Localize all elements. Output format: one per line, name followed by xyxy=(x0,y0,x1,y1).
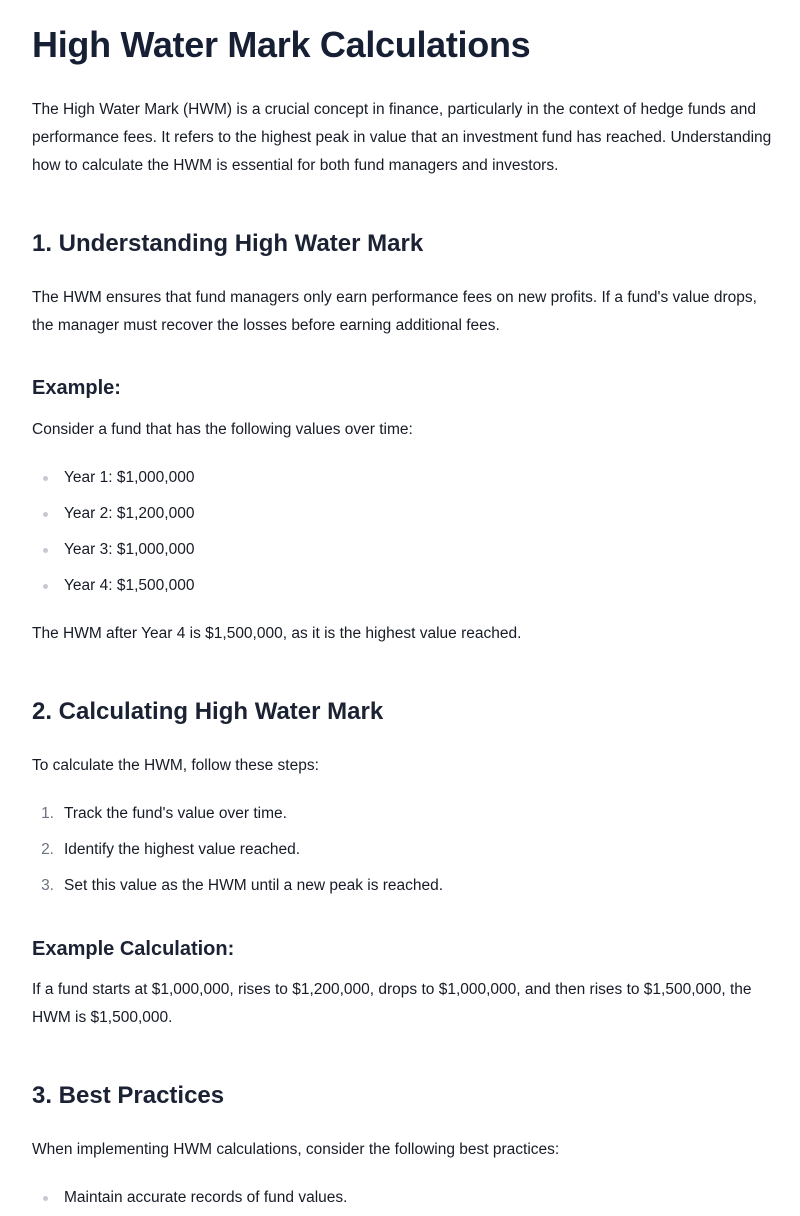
list-item: 2. Identify the highest value reached. xyxy=(32,832,772,868)
section-3-heading: 3. Best Practices xyxy=(32,1082,225,1109)
section-2-heading: 2. Calculating High Water Mark xyxy=(32,698,384,725)
intro-paragraph: The High Water Mark (HWM) is a crucial concept in finance, particularly in the context of hedge funds and performance fees. It refers to the highest peak in value that an investment fund has reached. Understanding how to calculate the HWM is essential for both fund managers and investors. xyxy=(32,101,772,174)
bullet-icon xyxy=(43,512,48,517)
list-item: Maintain accurate records of fund values. xyxy=(32,1180,772,1216)
fund-values-list xyxy=(32,460,772,604)
bullet-icon xyxy=(43,476,48,481)
section-2-intro: To calculate the HWM, follow these steps: xyxy=(32,757,319,774)
best-practices-list xyxy=(32,1180,772,1216)
step-number: 3. xyxy=(41,877,54,894)
section-1-example-heading: Example: xyxy=(32,377,121,399)
section-1-conclusion: The HWM after Year 4 is $1,500,000, as it is the highest value reached. xyxy=(32,625,522,642)
section-1-example-intro: Consider a fund that has the following values over time: xyxy=(32,421,413,438)
bullet-icon xyxy=(43,1196,48,1201)
step-number: 1. xyxy=(41,805,54,822)
section-1-heading: 1. Understanding High Water Mark xyxy=(32,230,424,257)
step-number: 2. xyxy=(41,841,54,858)
list-item: 3. Set this value as the HWM until a new peak is reached. xyxy=(32,868,772,904)
list-item: Year 1: $1,000,000 xyxy=(32,460,772,496)
list-item: Year 2: $1,200,000 xyxy=(32,496,772,532)
section-1-body: The HWM ensures that fund managers only earn performance fees on new profits. If a fund's value drops, the manager must recover the losses before earning additional fees. xyxy=(32,289,757,334)
steps-list xyxy=(32,796,772,904)
bullet-icon xyxy=(43,548,48,553)
page-title: High Water Mark Calculations xyxy=(32,24,531,65)
section-2-example-heading: Example Calculation: xyxy=(32,938,235,960)
section-2-example-body: If a fund starts at $1,000,000, rises to $1,200,000, drops to $1,000,000, and then rises to $1,500,000, the HWM is $1,500,000. xyxy=(32,981,752,1026)
list-item: 1. Track the fund's value over time. xyxy=(32,796,772,832)
bullet-icon xyxy=(43,584,48,589)
list-item: Year 4: $1,500,000 xyxy=(32,568,772,604)
list-item: Year 3: $1,000,000 xyxy=(32,532,772,568)
section-3-intro: When implementing HWM calculations, consider the following best practices: xyxy=(32,1141,560,1158)
